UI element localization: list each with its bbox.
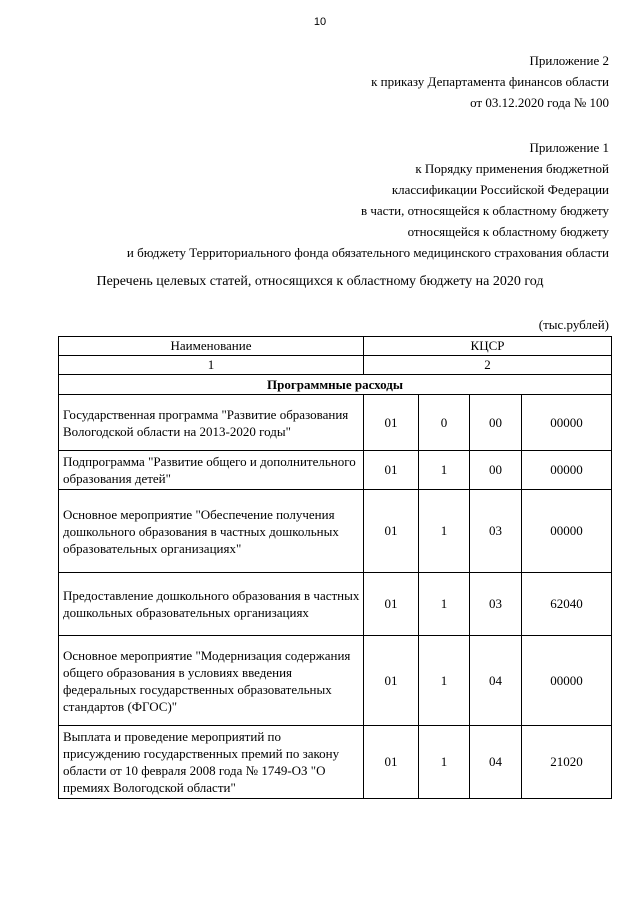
code-activity: 03	[470, 490, 522, 573]
code-subprogram: 1	[419, 573, 470, 636]
section-title: Программные расходы	[59, 375, 612, 395]
units-label: (тыс.рублей)	[538, 317, 609, 332]
code-program: 01	[364, 726, 419, 799]
section-row	[59, 375, 612, 395]
code-direction: 00000	[522, 636, 612, 726]
budget-table	[58, 336, 612, 799]
table-header-numbers-row	[59, 356, 612, 375]
code-program: 01	[364, 573, 419, 636]
code-subprogram: 1	[419, 451, 470, 490]
row-name: Предоставление дошкольного образования в частных дошкольных образовательных организациях	[59, 573, 364, 636]
table-row	[59, 395, 612, 451]
row-name: Подпрограмма "Развитие общего и дополнительного образования детей"	[59, 451, 364, 490]
code-program: 01	[364, 395, 419, 451]
table-row	[59, 726, 612, 799]
row-name: Выплата и проведение мероприятий по присуждению государственных премий по закону области от 10 февраля 2008 года № 1749-ОЗ "О премиях Вологодской области"	[59, 726, 364, 799]
header-name: Наименование	[59, 337, 364, 356]
code-direction: 00000	[522, 395, 612, 451]
row-name: Государственная программа "Развитие образования Вологодской области на 2013-2020 годы"	[59, 395, 364, 451]
code-subprogram: 1	[419, 636, 470, 726]
page-number: 10	[313, 16, 327, 28]
code-direction: 00000	[522, 490, 612, 573]
table-row	[59, 451, 612, 490]
appendix-1-line: к Порядку применения бюджетной	[415, 161, 609, 176]
row-name: Основное мероприятие "Модернизация содержания общего образования в условиях введения федеральных государственных образовательных стандартов (ФГОС)"	[59, 636, 364, 726]
table-row	[59, 573, 612, 636]
appendix-1-line: классификации Российской Федерации	[391, 182, 609, 197]
document-title: Перечень целевых статей, относящихся к областному бюджету на 2020 год	[96, 274, 544, 289]
table-header-row	[59, 337, 612, 356]
code-activity: 00	[470, 395, 522, 451]
appendix-1-line: и бюджету Территориального фонда обязательного медицинского страхования области	[126, 245, 609, 260]
appendix-1-line: относящейся к областному бюджету	[407, 224, 609, 239]
appendix-1-block	[127, 137, 609, 263]
code-program: 01	[364, 636, 419, 726]
code-direction: 21020	[522, 726, 612, 799]
table-row	[59, 490, 612, 573]
appendix-1-line: в части, относящейся к областному бюджету	[360, 203, 609, 218]
row-name: Основное мероприятие "Обеспечение получения дошкольного образования в частных дошкольных образовательных организациях"	[59, 490, 364, 573]
appendix-2-line: к приказу Департамента финансов области	[371, 74, 609, 89]
appendix-2-block	[371, 50, 609, 113]
appendix-2-line: Приложение 2	[529, 53, 609, 68]
code-activity: 04	[470, 636, 522, 726]
code-activity: 04	[470, 726, 522, 799]
code-direction: 00000	[522, 451, 612, 490]
appendix-1-line: Приложение 1	[529, 140, 609, 155]
code-subprogram: 0	[419, 395, 470, 451]
code-activity: 03	[470, 573, 522, 636]
header-number-2: 2	[364, 356, 612, 375]
code-subprogram: 1	[419, 490, 470, 573]
code-direction: 62040	[522, 573, 612, 636]
code-activity: 00	[470, 451, 522, 490]
table-row	[59, 636, 612, 726]
code-subprogram: 1	[419, 726, 470, 799]
appendix-2-line: от 03.12.2020 года № 100	[470, 95, 609, 110]
code-program: 01	[364, 490, 419, 573]
header-kcsr: КЦСР	[364, 337, 612, 356]
code-program: 01	[364, 451, 419, 490]
header-number-1: 1	[59, 356, 364, 375]
